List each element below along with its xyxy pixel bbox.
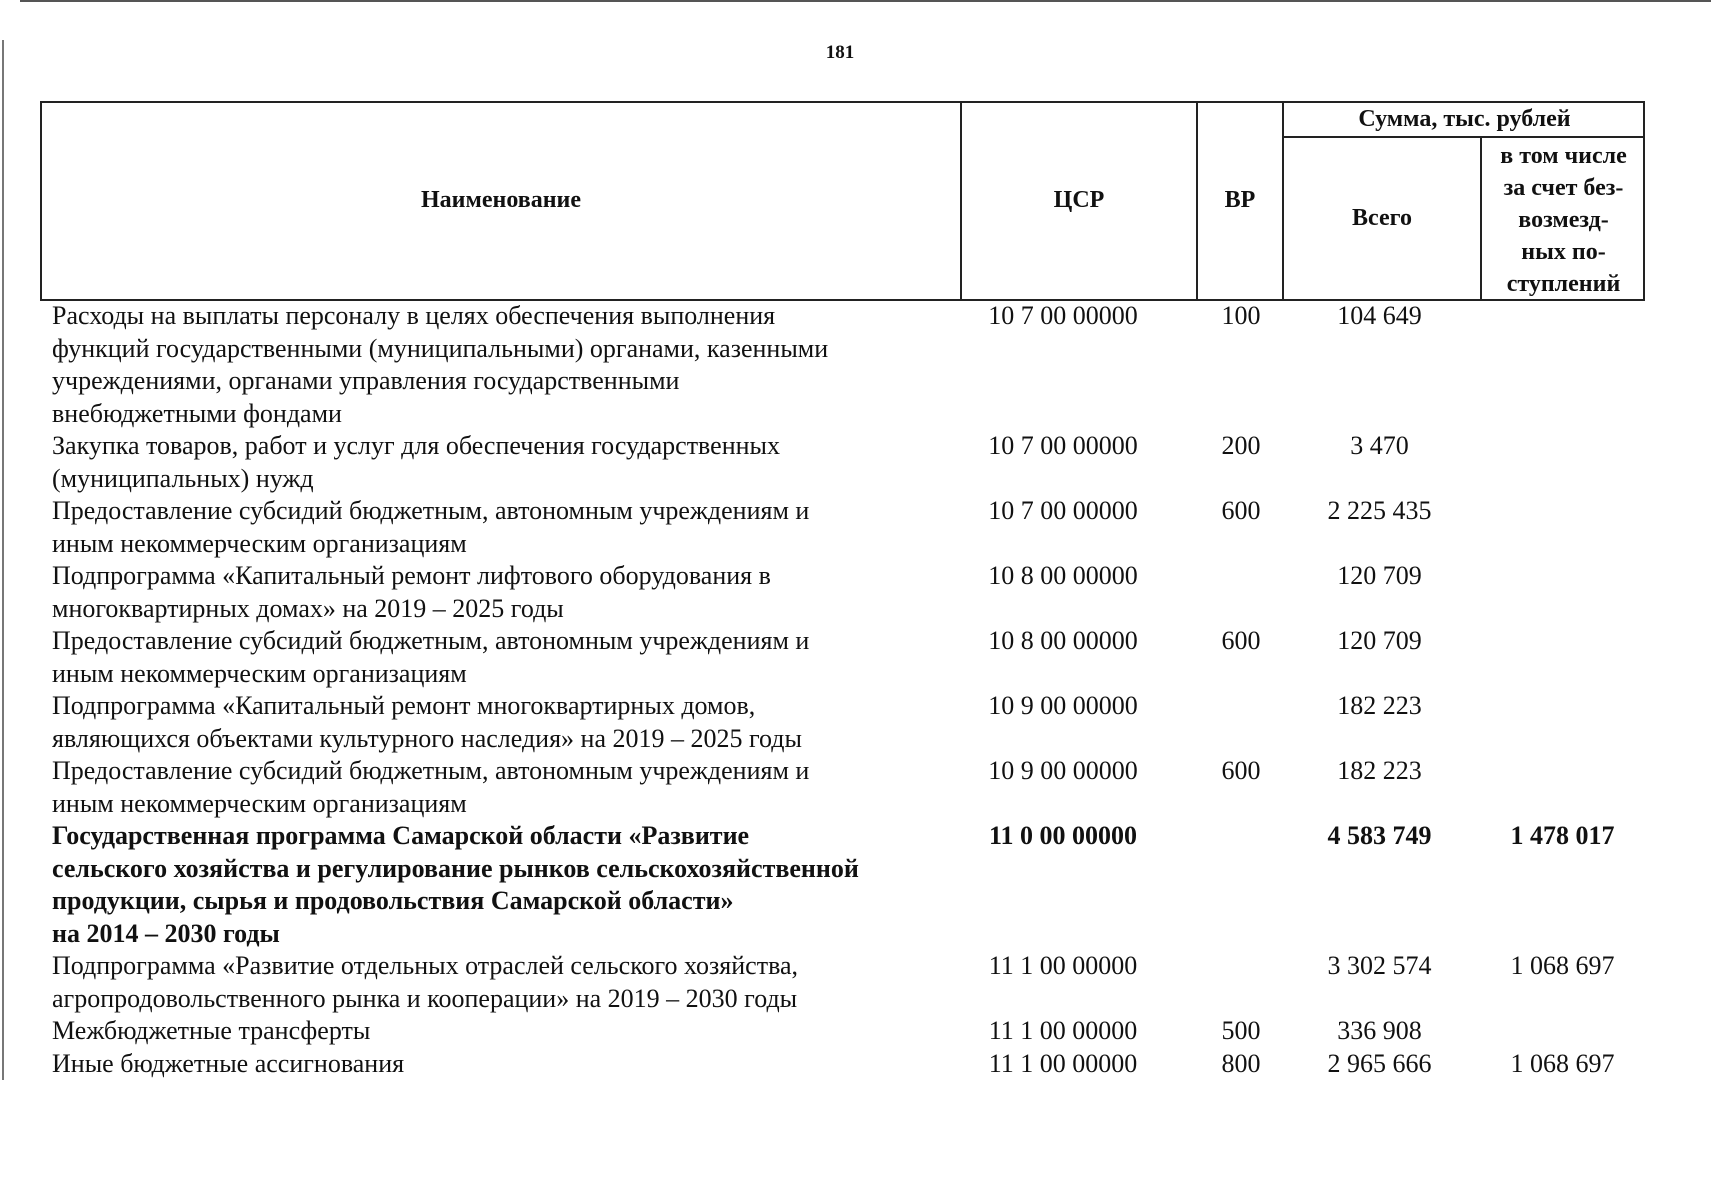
row-name-line: учреждениями, органами управления государственными [52, 366, 680, 395]
row-vr: 600 [1221, 756, 1261, 785]
row-name-line: функций государственными (муниципальными) органами, казенными [52, 333, 829, 363]
header-total: Всего [1352, 205, 1412, 231]
header-free [1482, 140, 1645, 300]
row-name-line: Предоставление субсидий бюджетным, автономным учреждениям и [52, 756, 810, 785]
row-name-line: Расходы на выплаты персоналу в целях обеспечения выполнения [52, 301, 776, 330]
row-csr: 11 1 00 00000 [988, 951, 1138, 980]
row-name-line: Подпрограмма «Развитие отдельных отраслей сельского хозяйства, [52, 951, 799, 980]
row-name [52, 560, 952, 625]
row-name-line: сельского хозяйства и регулирование рынков сельскохозяйственной [52, 853, 859, 883]
row-total: 182 223 [1337, 756, 1422, 785]
header-free-line: за счет без- [1503, 175, 1624, 201]
row-name [52, 820, 952, 950]
row-total: 3 470 [1350, 431, 1409, 460]
table-row [0, 820, 1711, 950]
header-free-line: возмезд- [1518, 207, 1609, 233]
row-vr: 800 [1221, 1048, 1261, 1078]
row-total: 2 225 435 [1327, 496, 1432, 525]
row-name-line: Межбюджетные трансферты [52, 1016, 371, 1045]
table-row [0, 755, 1711, 820]
row-free: 1 068 697 [1510, 1048, 1615, 1078]
row-name [52, 495, 952, 560]
row-name-line: внебюджетными фондами [52, 398, 342, 428]
table-row [0, 1048, 1711, 1081]
page-number: 181 [825, 42, 855, 63]
row-name [52, 950, 952, 1015]
row-name-line: иным некоммерческим организациям [52, 658, 467, 688]
row-vr: 500 [1221, 1016, 1261, 1045]
row-name-line: продукции, сырья и продовольствия Самарской области» [52, 886, 734, 915]
row-csr: 11 1 00 00000 [988, 1048, 1138, 1078]
header-divider-sum-horizontal [1282, 136, 1645, 138]
row-name-line: Подпрограмма «Капитальный ремонт лифтового оборудования в [52, 561, 771, 590]
header-vr: ВР [1224, 187, 1256, 213]
row-name [52, 1015, 952, 1048]
row-vr: 600 [1221, 626, 1261, 655]
row-vr: 200 [1221, 431, 1261, 460]
header-csr: ЦСР [1053, 187, 1105, 213]
header-name: Наименование [421, 187, 581, 213]
row-total: 2 965 666 [1327, 1048, 1432, 1078]
row-csr: 10 8 00 00000 [988, 626, 1138, 655]
row-name-line: Подпрограмма «Капитальный ремонт многоквартирных домов, [52, 691, 756, 720]
header-sum: Сумма, тыс. рублей [1358, 106, 1571, 132]
table-row [0, 625, 1711, 690]
table-row [0, 300, 1711, 430]
row-free: 1 478 017 [1510, 821, 1615, 850]
table-row [0, 690, 1711, 755]
row-vr: 100 [1221, 301, 1261, 330]
row-csr: 11 1 00 00000 [988, 1016, 1138, 1045]
row-csr: 10 7 00 00000 [988, 496, 1138, 525]
row-name [52, 1048, 952, 1081]
row-name [52, 625, 952, 690]
row-vr: 600 [1221, 496, 1261, 525]
table-row [0, 560, 1711, 625]
row-total: 120 709 [1337, 626, 1422, 655]
row-total: 104 649 [1337, 301, 1422, 330]
row-name-line: агропродовольственного рынка и кооперации» на 2019 – 2030 годы [52, 983, 798, 1013]
table-body [0, 300, 1711, 1080]
row-csr: 10 8 00 00000 [988, 561, 1138, 590]
row-total: 120 709 [1337, 561, 1422, 590]
row-name-line: Иные бюджетные ассигнования [52, 1048, 405, 1078]
row-csr: 10 9 00 00000 [988, 691, 1138, 720]
row-name-line: Предоставление субсидий бюджетным, автономным учреждениям и [52, 626, 810, 655]
scan-edge-top [20, 0, 1711, 2]
row-name [52, 430, 952, 495]
row-name-line: многоквартирных домах» на 2019 – 2025 годы [52, 593, 564, 623]
row-csr: 10 9 00 00000 [988, 756, 1138, 785]
row-name-line: Предоставление субсидий бюджетным, автономным учреждениям и [52, 496, 810, 525]
row-name-line: на 2014 – 2030 годы [52, 918, 280, 948]
row-total: 4 583 749 [1327, 821, 1432, 850]
header-free-line: ступлений [1506, 271, 1621, 297]
header-free-line: ных по- [1521, 239, 1606, 265]
table-row [0, 430, 1711, 495]
row-total: 182 223 [1337, 691, 1422, 720]
row-total: 336 908 [1337, 1016, 1422, 1045]
row-name-line: Закупка товаров, работ и услуг для обеспечения государственных [52, 431, 781, 460]
header-free-line: в том числе [1500, 143, 1627, 169]
row-name-line: (муниципальных) нужд [52, 463, 314, 493]
row-csr: 11 0 00 00000 [988, 821, 1138, 850]
row-free: 1 068 697 [1510, 951, 1615, 980]
row-name [52, 300, 952, 430]
row-csr: 10 7 00 00000 [988, 431, 1138, 460]
row-name [52, 755, 952, 820]
row-csr: 10 7 00 00000 [988, 301, 1138, 330]
table-row [0, 950, 1711, 1015]
row-name-line: являющихся объектами культурного наследия» на 2019 – 2025 годы [52, 723, 802, 753]
table-row [0, 1015, 1711, 1048]
table-row [0, 495, 1711, 560]
row-total: 3 302 574 [1327, 951, 1432, 980]
row-name-line: иным некоммерческим организациям [52, 528, 467, 558]
row-name-line: иным некоммерческим организациям [52, 788, 467, 818]
row-name-line: Государственная программа Самарской области «Развитие [52, 821, 750, 850]
row-name [52, 690, 952, 755]
